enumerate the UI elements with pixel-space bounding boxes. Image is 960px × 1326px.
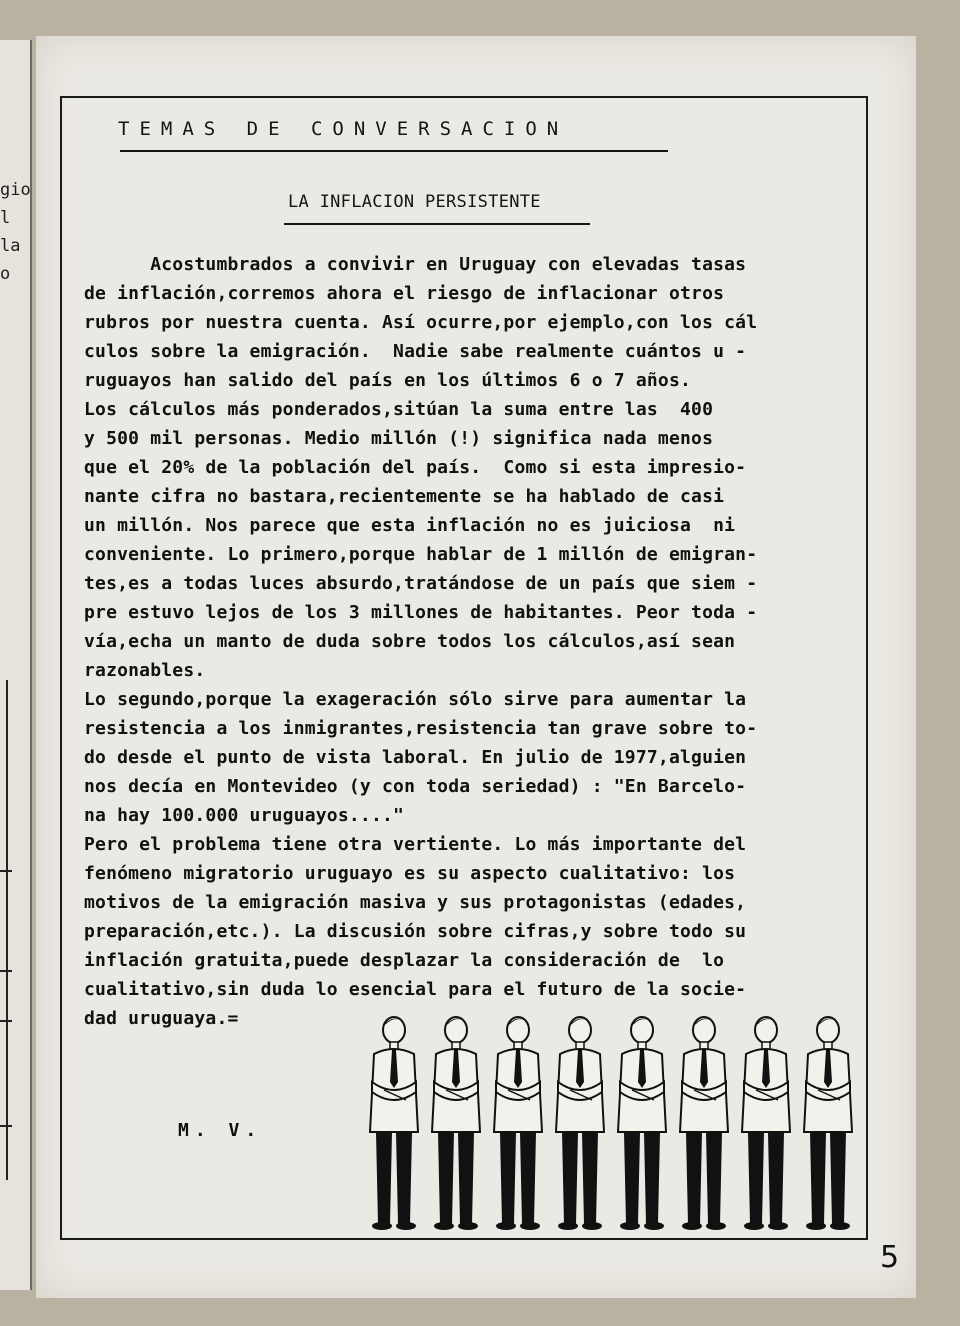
left-page-text: gio [0, 180, 31, 200]
article-line: un millón. Nos parece que esta inflación no es juiciosa ni [84, 515, 736, 536]
article-line: y 500 mil personas. Medio millón (!) significa nada menos [84, 428, 714, 449]
article-line: fenómeno migratorio uruguayo es su aspecto cualitativo: los [84, 863, 736, 884]
article-line: do desde el punto de vista laboral. En julio de 1977,alguien [84, 747, 747, 768]
article-line: cualitativo,sin duda lo esencial para el futuro de la socie- [84, 979, 747, 1000]
article-line: nante cifra no bastara,recientemente se ha hablado de casi [84, 486, 725, 507]
standing-man-figure [556, 1017, 604, 1230]
left-page-rule [0, 1125, 12, 1127]
previous-page-edge [0, 40, 32, 1290]
article-line: Acostumbrados a convivir en Uruguay con elevadas tasas [84, 254, 747, 275]
article-line: ruguayos han salido del país en los últimos 6 o 7 años. [84, 370, 692, 391]
section-title-underline [120, 150, 668, 152]
left-page-rule [0, 970, 12, 972]
article-line: preparación,etc.). La discusión sobre cifras,y sobre todo su [84, 921, 747, 942]
article-title: LA INFLACION PERSISTENTE [288, 192, 541, 212]
article-body [84, 250, 864, 1033]
article-line: que el 20% de la población del país. Como si esta impresio- [84, 457, 747, 478]
article-line: Los cálculos más ponderados,sitúan la suma entre las 400 [84, 399, 714, 420]
article-line: vía,echa un manto de duda sobre todos los cálculos,así sean [84, 631, 736, 652]
standing-man-figure [742, 1017, 790, 1230]
standing-man-figure [680, 1017, 728, 1230]
standing-man-figure [494, 1017, 542, 1230]
article-line: culos sobre la emigración. Nadie sabe realmente cuántos u - [84, 341, 747, 362]
page-number: 5 [880, 1240, 900, 1275]
standing-man-figure [804, 1017, 852, 1230]
left-page-text: l [0, 208, 11, 228]
left-page-line [6, 680, 8, 1180]
left-page-text: la [0, 236, 21, 256]
author-signature: M. V. [178, 1120, 263, 1141]
article-line: dad uruguaya.= [84, 1008, 239, 1029]
article-line: rubros por nuestra cuenta. Así ocurre,por ejemplo,con los cál [84, 312, 758, 333]
article-line: nos decía en Montevideo (y con toda seriedad) : "En Barcelo- [84, 776, 747, 797]
left-page-text: o [0, 264, 11, 284]
article-line: de inflación,corremos ahora el riesgo de inflacionar otros [84, 283, 725, 304]
standing-man-figure [370, 1017, 418, 1230]
standing-men-illustration [356, 1012, 856, 1232]
article-line: pre estuvo lejos de los 3 millones de habitantes. Peor toda - [84, 602, 758, 623]
left-page-rule [0, 870, 12, 872]
standing-man-figure [618, 1017, 666, 1230]
article-line: conveniente. Lo primero,porque hablar de 1 millón de emigran- [84, 544, 758, 565]
article-line: tes,es a todas luces absurdo,tratándose de un país que siem - [84, 573, 758, 594]
article-line: motivos de la emigración masiva y sus protagonistas (edades, [84, 892, 747, 913]
article-line: Pero el problema tiene otra vertiente. Lo más importante del [84, 834, 747, 855]
article-line: resistencia a los inmigrantes,resistencia tan grave sobre to- [84, 718, 758, 739]
article-title-underline [284, 223, 590, 225]
standing-man-figure [432, 1017, 480, 1230]
article-line: inflación gratuita,puede desplazar la consideración de lo [84, 950, 725, 971]
section-title: TEMAS DE CONVERSACION [118, 118, 569, 140]
article-line: Lo segundo,porque la exageración sólo sirve para aumentar la [84, 689, 747, 710]
article-line: razonables. [84, 660, 206, 681]
article-line: na hay 100.000 uruguayos...." [84, 805, 405, 826]
left-page-rule [0, 1020, 12, 1022]
